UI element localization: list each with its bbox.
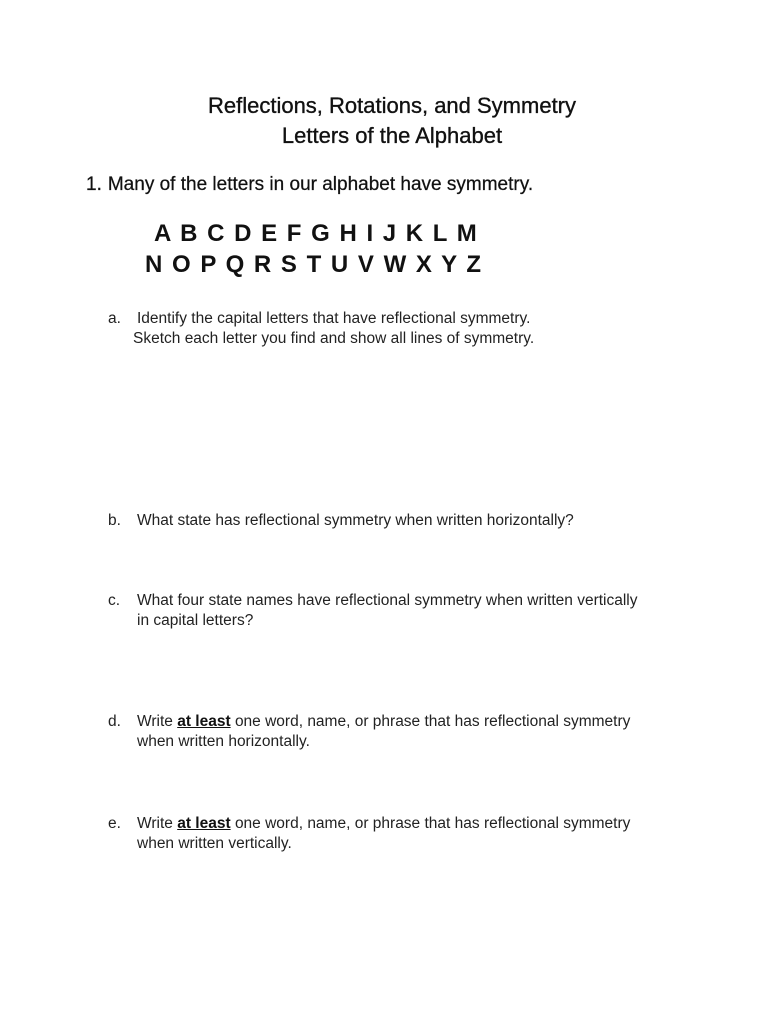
subquestion-prefix: Write	[137, 815, 173, 832]
subquestion-body	[133, 309, 727, 349]
subquestion-prefix: Write	[137, 713, 173, 730]
question-number: 1.	[86, 174, 102, 195]
subquestion-body	[137, 591, 727, 631]
page-subtitle: Letters of the Alphabet	[281, 123, 503, 148]
subquestion-body	[137, 712, 727, 752]
subquestion-letter: d.	[108, 713, 121, 730]
question-1	[86, 173, 533, 197]
emphasis-text: at least	[177, 713, 231, 730]
subquestion-suffix: one word, name, or phrase that has reflectional symmetry	[234, 713, 631, 730]
subquestion-line: What four state names have reflectional symmetry when written vertically	[137, 592, 638, 609]
subquestion-letter: c.	[108, 592, 121, 609]
subquestion-line: when written vertically.	[137, 835, 292, 852]
page-title: Reflections, Rotations, and Symmetry	[207, 93, 577, 118]
emphasis-text: at least	[177, 815, 231, 832]
subquestion-letter: a.	[108, 310, 121, 327]
subquestion-body	[137, 814, 727, 854]
alphabet-row-2: N O P Q R S T U V W X Y Z	[145, 251, 482, 278]
subquestion-line: Sketch each letter you find and show all lines of symmetry.	[133, 330, 535, 347]
subquestion-body	[137, 511, 727, 531]
subquestion-line: Identify the capital letters that have reflectional symmetry.	[137, 310, 531, 327]
subquestion-letter: e.	[108, 815, 121, 832]
subquestion-suffix: one word, name, or phrase that has reflectional symmetry	[234, 815, 631, 832]
subquestion-line: in capital letters?	[137, 612, 254, 629]
subquestion-line: What state has reflectional symmetry when written horizontally?	[137, 512, 574, 529]
subquestion-line	[137, 712, 727, 732]
subquestion-letter: b.	[108, 512, 121, 529]
subquestion-line: when written horizontally.	[137, 733, 310, 750]
question-text: Many of the letters in our alphabet have symmetry.	[107, 174, 534, 195]
alphabet-row-1: A B C D E F G H I J K L M	[154, 220, 477, 247]
subquestion-line	[137, 814, 727, 834]
